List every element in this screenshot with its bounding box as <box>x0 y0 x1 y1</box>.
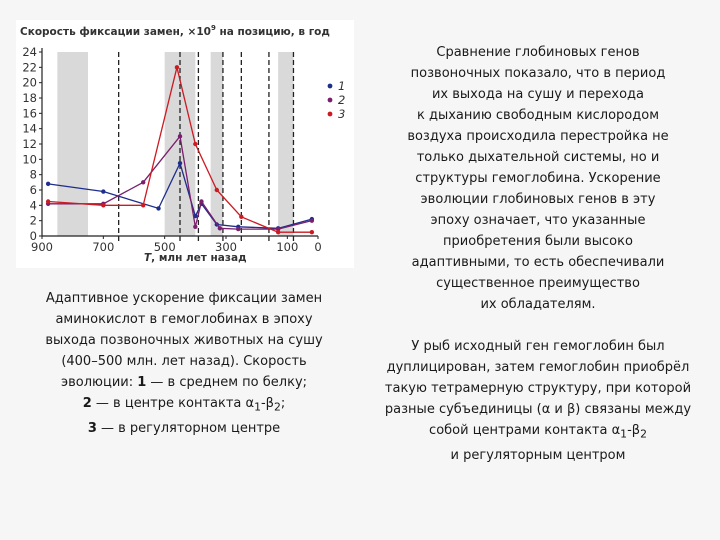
series-1-point <box>101 189 105 193</box>
x-tick-label: 0 <box>314 240 322 254</box>
figure-caption <box>14 288 354 439</box>
paragraph-line: позвоночных показало, что в период <box>410 66 666 81</box>
series-3-point <box>141 203 145 207</box>
x-axis-label: T, млн лет назад <box>144 252 247 264</box>
paragraph-line: воздуха происходила перестройка не <box>407 129 669 144</box>
series-1-point <box>178 161 182 165</box>
y-tick-label: 24 <box>22 45 37 59</box>
y-tick-label: 0 <box>29 229 37 243</box>
series-3-point <box>101 203 105 207</box>
legend-marker-1 <box>328 84 333 89</box>
y-tick-label: 18 <box>22 91 37 105</box>
series-2-point <box>199 199 203 203</box>
paragraph-line: эпоху означает, что указанные <box>430 213 646 228</box>
y-tick-label: 14 <box>22 121 37 136</box>
caption-line: аминокислот в гемоглобинах в эпоху <box>55 312 313 327</box>
paragraph-line: Сравнение глобиновых генов <box>436 45 640 60</box>
paragraph-line: и регуляторным центром <box>450 447 626 463</box>
caption-line: выхода позвоночных животных на сушу <box>45 333 323 348</box>
chart-panel <box>16 20 354 268</box>
y-tick-label: 16 <box>22 106 37 121</box>
x-tick-label: 900 <box>31 240 53 254</box>
series-3-point <box>310 230 314 234</box>
caption-line: эволюции: 1 — в среднем по белку; <box>60 375 308 390</box>
text-paragraph-1 <box>368 42 708 315</box>
y-tick-label: 8 <box>29 167 37 182</box>
paragraph-line: их обладателям. <box>480 297 596 312</box>
series-2-point <box>236 227 240 231</box>
shaded-period-band <box>278 52 293 236</box>
series-2-point <box>310 218 314 222</box>
x-tick-label: 300 <box>215 240 237 254</box>
series-2-point <box>178 134 182 138</box>
paragraph-line: только дыхательной системы, но и <box>416 150 660 165</box>
paragraph-line: собой центрами контакта $\alpha_1-\beta_2$ <box>429 423 647 441</box>
paragraph-line: существенное преимущество <box>436 276 640 291</box>
x-tick-label: 700 <box>92 240 115 254</box>
series-3-point <box>239 215 243 219</box>
series-3-point <box>276 230 280 234</box>
legend-marker-3 <box>328 112 333 117</box>
series-3-point <box>193 142 197 146</box>
caption-line: 2 — в центре контакта $\alpha_1-\beta_2$; <box>82 396 286 414</box>
substitution-rate-chart <box>16 20 354 268</box>
legend-label-3: 3 <box>338 107 346 121</box>
y-tick-label: 6 <box>29 183 37 197</box>
caption-line: (400–500 млн. лет назад). Скорость <box>61 354 307 369</box>
paragraph-line: их выхода на сушу и перехода <box>431 87 645 102</box>
text-paragraph-2 <box>368 336 708 466</box>
series-1-point <box>46 182 50 186</box>
paragraph-line: такую тетрамерную структуру, при которой <box>384 381 692 396</box>
y-tick-label: 4 <box>29 198 37 213</box>
series-2-point <box>141 180 145 184</box>
shaded-period-band <box>211 52 223 236</box>
y-tick-label: 20 <box>22 75 37 90</box>
y-tick-label: 22 <box>22 60 37 75</box>
legend-label-2: 2 <box>338 93 346 107</box>
series-1-point <box>156 206 160 210</box>
paragraph-line: разные субъединицы (α и β) связаны между <box>384 402 692 417</box>
paragraph-line: дуплицирован, затем гемоглобин приобрёл <box>386 360 690 375</box>
caption-line: Адаптивное ускорение фиксации замен <box>45 291 323 306</box>
y-tick-label: 10 <box>22 152 37 167</box>
legend-marker-2 <box>328 98 333 103</box>
paragraph-line: У рыб исходный ген гемоглобин был <box>411 339 665 354</box>
legend-label-1: 1 <box>338 79 346 93</box>
series-3-point <box>46 199 50 203</box>
series-3-point <box>175 65 179 69</box>
x-tick-label: 100 <box>276 240 299 254</box>
paragraph-line: эволюции глобиновых генов в эту <box>420 192 656 207</box>
paragraph-line: приобретения были высоко <box>443 234 633 249</box>
caption-line: 3 — в регуляторном центре <box>87 420 281 436</box>
y-tick-label: 12 <box>22 137 37 151</box>
chart-title: Скорость фиксации замен, $\times 10^9$ на позицию, в год <box>20 24 330 38</box>
series-2-point <box>218 226 222 230</box>
y-tick-label: 2 <box>29 213 37 228</box>
paragraph-line: адаптивными, то есть обеспечивали <box>411 255 665 270</box>
shaded-period-band <box>57 52 88 236</box>
series-3-point <box>215 188 219 192</box>
paragraph-line: к дыханию свободным кислородом <box>416 108 659 123</box>
series-2-point <box>193 225 197 229</box>
paragraph-line: структуры гемоглобина. Ускорение <box>415 171 661 186</box>
x-tick-label: 500 <box>153 240 176 254</box>
